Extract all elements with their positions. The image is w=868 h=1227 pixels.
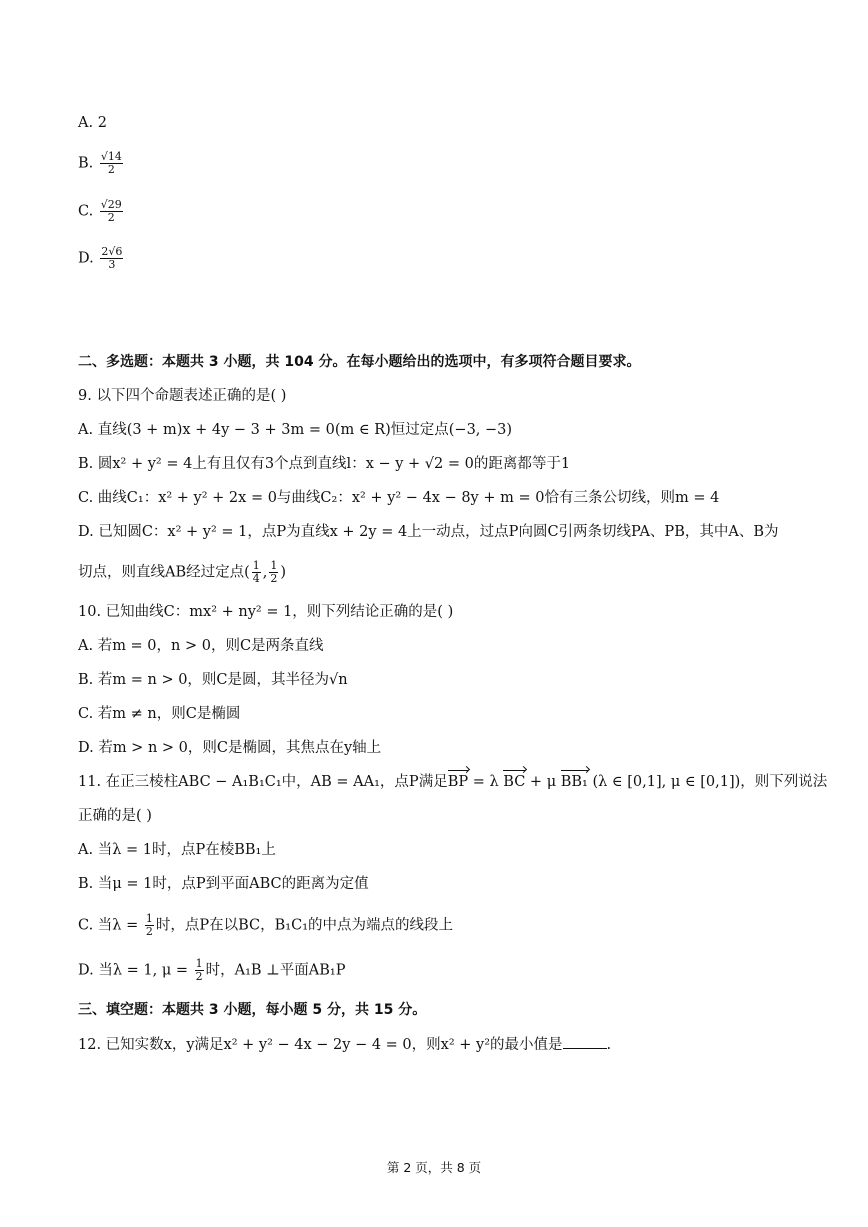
q11-option-d: D. 当λ = 1, μ = $\frac{1}{2}$ 时，A₁B ⊥平面AB₁P [78, 957, 346, 983]
vector-bc: BC [503, 774, 526, 790]
q11-option-c: C. 当λ = $\frac{1}{2}$ 时，点P在以BC，B₁C₁的中点为端点的线段上 [78, 912, 454, 938]
fraction: $\frac{√14}{2}$ [100, 150, 122, 176]
q9-option-d: D. 已知圆C：x² + y² = 1，点P为直线x + 2y = 4上一动点，过点P向圆C引两条切线PA、PB，其中A、B为 [78, 524, 779, 540]
fraction: $\frac{1}{2}$ [270, 559, 278, 585]
fraction: $\frac{1}{2}$ [145, 912, 153, 938]
fraction: $\frac{2√6}{3}$ [101, 245, 123, 271]
fraction: $\frac{√29}{2}$ [100, 198, 122, 224]
q12-stem: 12. 已知实数x，y满足x² + y² − 4x − 2y − 4 = 0，则x² + y²的最小值是 . [78, 1034, 808, 1055]
fraction: $\frac{1}{4}$ [252, 559, 260, 585]
q11-stem-line2: 正确的是( ) [78, 808, 152, 824]
q10-option-d: D. 若m > n > 0，则C是椭圆，其焦点在y轴上 [78, 740, 382, 756]
q10-stem: 10. 已知曲线C：mx² + ny² = 1，则下列结论正确的是( ) [78, 604, 454, 620]
q9-option-a: A. 直线(3 + m)x + 4y − 3 + 3m = 0(m ∈ R)恒过定点(−3, −3) [78, 422, 513, 438]
q8-option-c: C. $\frac{√29}{2}$ [78, 198, 122, 224]
q10-option-a: A. 若m = 0，n > 0，则C是两条直线 [78, 638, 324, 654]
vector-bb1: BB₁ [560, 774, 588, 790]
section-heading-multiple-choice: 二、多选题：本题共 3 小题，共 104 分。在每小题给出的选项中，有多项符合题目要求。 [78, 354, 641, 370]
q10-option-b: B. 若m = n > 0，则C是圆，其半径为√n [78, 672, 348, 688]
q8-option-b: B. $\frac{√14}{2}$ [78, 150, 122, 176]
page-footer: 第 2 页，共 8 页 [386, 1160, 482, 1175]
section-heading-fill-in: 三、填空题：本题共 3 小题，每小题 5 分，共 15 分。 [78, 1002, 427, 1018]
fraction: $\frac{1}{2}$ [195, 957, 203, 983]
answer-blank [563, 1034, 607, 1049]
q11-option-b: B. 当μ = 1时，点P到平面ABC的距离为定值 [78, 876, 369, 892]
q8-option-a: A. 2 [78, 115, 107, 131]
q8-option-d: D. $\frac{2√6}{3}$ [78, 245, 123, 271]
q10-option-c: C. 若m ≠ n，则C是椭圆 [78, 706, 241, 722]
q9-option-c: C. 曲线C₁：x² + y² + 2x = 0与曲线C₂：x² + y² − 4x − 8y + m = 0恰有三条公切线，则m = 4 [78, 490, 720, 506]
vector-bp: BP [447, 774, 469, 790]
q9-stem: 9. 以下四个命题表述正确的是( ) [78, 388, 287, 404]
q9-option-d-continued: 切点，则直线AB经过定点( $\frac{1}{4}$ , $\frac{1}{2}$ ) [78, 559, 287, 585]
q11-stem-line1: 11. 在正三棱柱ABC − A₁B₁C₁中，AB = AA₁，点P满足BP = λ BC + μ BB₁ (λ ∈ [0,1], μ ∈ [0,1])，则下列说法 [78, 774, 828, 790]
q9-option-b: B. 圆x² + y² = 4上有且仅有3个点到直线l：x − y + √2 = 0的距离都等于1 [78, 456, 571, 472]
q11-option-a: A. 当λ = 1时，点P在棱BB₁上 [78, 842, 276, 858]
